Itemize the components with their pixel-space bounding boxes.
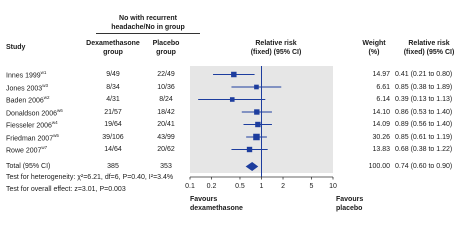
favours-right-line1: Favours (336, 196, 364, 203)
study-name-text: Donaldson 2006 (6, 109, 57, 117)
study-header: Study (6, 44, 26, 51)
study-name-text: Friedman 2007 (6, 134, 54, 142)
study-reference: w7 (41, 145, 48, 150)
effect-square (255, 122, 260, 127)
total-dexa: 385 (107, 163, 119, 170)
x-tick-label: 1 (259, 183, 264, 190)
study-placebo-value: 20/62 (157, 146, 175, 153)
heterogeneity-text: Test for heterogeneity: χ²=6.21, df=6, P=0.40, I²=3.4% (6, 174, 174, 181)
favours-left-line2: dexamethasone (190, 205, 243, 212)
study-dexa-value: 9/49 (106, 71, 120, 78)
x-tick-label: 10 (329, 183, 337, 190)
x-tick-label: 5 (309, 183, 314, 190)
study-reference: w3 (42, 82, 48, 88)
study-reference: w1 (40, 70, 47, 75)
effect-square (247, 147, 252, 152)
rr-header-line1: Relative risk (255, 40, 297, 47)
study-weight-value: 6.61 (376, 83, 390, 91)
x-tick-label: 0.2 (206, 183, 217, 190)
placebo-header-line2: group (156, 49, 176, 56)
rr-header-line2: (fixed) (95% CI) (250, 49, 302, 56)
weight-header-line2: (%) (368, 49, 380, 56)
study-weight-value: 14.10 (372, 108, 390, 116)
effect-square (231, 72, 236, 77)
study-reference: w4 (51, 120, 58, 125)
study-weight-value: 6.14 (376, 96, 390, 103)
rrci-header-line2: (fixed) (95% CI) (403, 49, 455, 56)
study-dexa-value: 19/64 (104, 121, 122, 128)
study-dexa-value: 4/31 (106, 96, 120, 103)
rrci-header-line1: Relative risk (408, 40, 450, 47)
dexa-header-line1: Dexamethasone (86, 40, 140, 47)
weight-header-line1: Weight (362, 40, 386, 47)
study-name-text: Jones 2003 (6, 84, 43, 92)
study-ci-text: 0.68 (0.38 to 1.22) (395, 146, 453, 153)
study-name-text: Rowe 2007 (6, 147, 42, 155)
group-title-line1: No with recurrent (119, 15, 177, 22)
study-placebo-value: 20/41 (157, 121, 175, 128)
total-weight: 100.00 (368, 163, 390, 170)
favours-right-line2: placebo (336, 205, 363, 212)
total-ci-text: 0.74 (0.60 to 0.90) (395, 163, 453, 170)
study-dexa-value: 14/64 (104, 146, 122, 153)
study-reference: w5 (53, 132, 59, 138)
effect-square (254, 85, 259, 90)
study-name-text: Innes 1999 (6, 72, 41, 80)
study-dexa-value: 8/34 (106, 83, 120, 91)
study-ci-text: 0.85 (0.61 to 1.19) (395, 133, 453, 141)
study-placebo-value: 8/24 (159, 96, 173, 103)
overall-effect-text: Test for overall effect: z=3.01, P=0.003 (6, 186, 126, 193)
study-weight-value: 13.83 (372, 146, 390, 153)
study-name-text: Fiesseler 2006 (6, 122, 52, 130)
group-title-line2: headache/No in group (111, 24, 185, 31)
study-dexa-value: 39/106 (102, 133, 124, 141)
study-placebo-value: 22/49 (157, 71, 175, 78)
study-name-text: Baden 2006 (6, 97, 44, 105)
dexa-header-line2: group (103, 49, 123, 56)
study-ci-text: 0.85 (0.38 to 1.89) (395, 83, 453, 91)
study-placebo-value: 10/36 (157, 83, 175, 91)
study-ci-text: 0.86 (0.53 to 1.40) (395, 108, 453, 116)
study-reference: w2 (43, 95, 50, 100)
x-tick-label: 0.1 (185, 183, 195, 190)
study-placebo-value: 43/99 (157, 133, 175, 141)
study-ci-text: 0.41 (0.21 to 0.80) (395, 71, 453, 78)
x-tick-label: 2 (281, 183, 285, 190)
study-reference: w6 (57, 107, 63, 113)
study-ci-text: 0.89 (0.56 to 1.40) (395, 121, 453, 128)
study-weight-value: 30.26 (372, 133, 390, 141)
study-placebo-value: 18/42 (157, 108, 175, 116)
placebo-header-line1: Placebo (152, 40, 180, 47)
x-tick-label: 0.5 (235, 183, 245, 190)
effect-square (230, 97, 235, 102)
study-ci-text: 0.39 (0.13 to 1.13) (395, 96, 453, 103)
effect-square (254, 109, 259, 114)
study-dexa-value: 21/57 (104, 108, 122, 116)
effect-square (253, 134, 260, 141)
total-label: Total (95% CI) (6, 163, 51, 170)
total-placebo: 353 (160, 163, 172, 170)
favours-left-line1: Favours (190, 196, 218, 203)
study-weight-value: 14.97 (372, 71, 390, 78)
study-weight-value: 14.09 (372, 121, 390, 128)
